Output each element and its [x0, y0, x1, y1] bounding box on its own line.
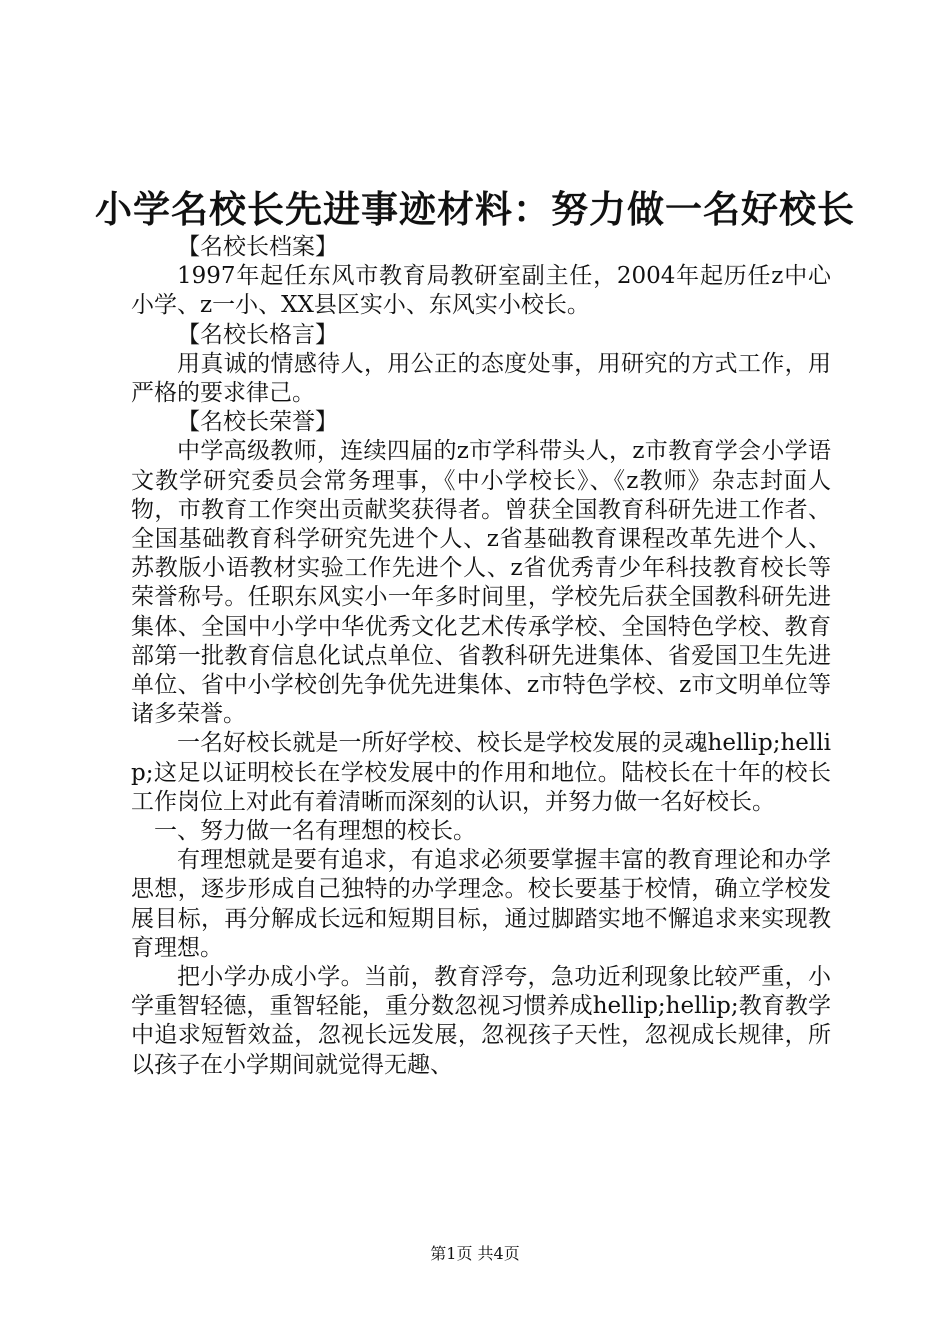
- motto-paragraph: 用真诚的情感待人，用公正的态度处事，用研究的方式工作，用严格的要求律己。: [131, 350, 831, 407]
- page-footer: 第1页 共4页: [430, 1244, 520, 1263]
- document-title: 小学名校长先进事迹材料：努力做一名好校长: [95, 187, 855, 231]
- profile-heading: 【名校长档案】: [177, 234, 338, 260]
- honors-heading: 【名校长荣誉】: [177, 409, 338, 436]
- document-body: [131, 233, 831, 1080]
- profile-paragraph: 1997年起任东风市教育局教研室副主任，2004年起历任z中心小学、z一小、XX县区实小、东风实小校长。: [131, 263, 831, 319]
- honors-paragraph: 中学高级教师，连续四届的z市学科带头人，z市教育学会小学语文教学研究委员会常务理事，《中小学校长》、《z教师》杂志封面人物，市教育工作突出贡献奖获得者。曾获全国教育科研先进工作者、全国基础教育科学研究先进个人、z省基础教育课程改革先进个人、苏教版小语教材实验工作先进个人、z省优秀青少年科技教育校长等荣誉称号。任职东风实小一年多时间里，学校先后获全国教科研先进集体、全国中小学中华优秀文化艺术传承学校、全国特色学校、教育部第一批教育信息化试点单位、省教科研先进集体、省爱国卫生先进单位、省中小学校创先争优先进集体、z市特色学校、z市文明单位等诸多荣誉。: [131, 438, 831, 728]
- section-heading-ideal: 一、努力做一名有理想的校长。: [154, 818, 476, 845]
- primary-school-paragraph: 把小学办成小学。当前，教育浮夸，急功近利现象比较严重，小学重智轻德，重智轻能，重分数忽视习惯养成hellip;hellip;教育教学中追求短暂效益，忽视长远发展，忽视孩子天性，忽视成长规律，所以孩子在小学期间就觉得无趣、: [131, 964, 831, 1078]
- intro-paragraph: 一名好校长就是一所好学校、校长是学校发展的灵魂hellip;hellip;这足以证明校长在学校发展中的作用和地位。陆校长在十年的校长工作岗位上对此有着清晰而深刻的认识，并努力做一名好校长。: [131, 730, 831, 815]
- ideal-paragraph: 有理想就是要有追求，有追求必须要掌握丰富的教育理论和办学思想，逐步形成自己独特的办学理念。校长要基于校情，确立学校发展目标，再分解成长远和短期目标，通过脚踏实地不懈追求来实现教育理想。: [131, 847, 831, 961]
- motto-heading: 【名校长格言】: [177, 321, 338, 348]
